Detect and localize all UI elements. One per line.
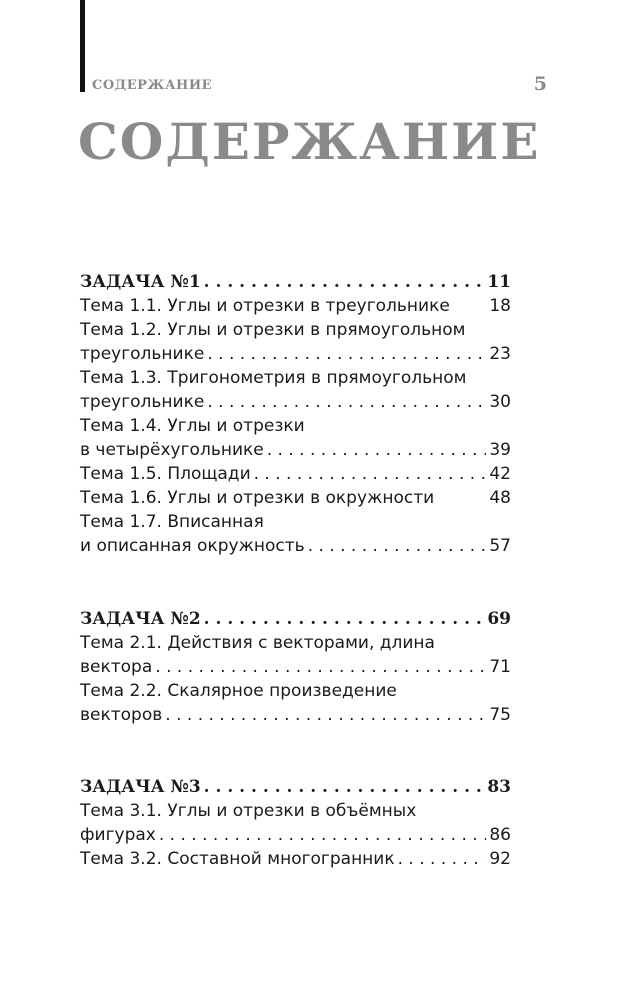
margin-bar [80, 0, 85, 92]
entry-text: Тема 1.1. Углы и отрезки в треугольнике [80, 296, 450, 316]
entry-text: Тема 3.1. Углы и отрезки в объёмных [80, 801, 417, 821]
entry-text: в четырёхугольнике [80, 440, 264, 460]
entry-text: Тема 1.5. Площади [80, 464, 251, 484]
toc-entry[interactable] [80, 390, 511, 414]
toc-task-row[interactable] [80, 270, 511, 294]
task-label: ЗАДАЧА №1 [80, 272, 201, 292]
toc-entry[interactable] [80, 318, 511, 342]
entry-text: треугольнике [80, 344, 205, 364]
toc-entry[interactable] [80, 534, 511, 558]
entry-text: Тема 2.2. Скалярное произведение [80, 681, 397, 701]
toc-entry[interactable] [80, 366, 511, 390]
entry-page: 42 [489, 464, 511, 484]
entry-page: 39 [489, 440, 511, 460]
entry-page: 30 [489, 392, 511, 412]
toc-entry[interactable] [80, 823, 511, 847]
dot-leader [267, 438, 487, 462]
entry-text: Тема 1.7. Вписанная [80, 512, 264, 532]
toc-entry[interactable] [80, 847, 511, 871]
dot-leader [207, 390, 486, 414]
toc-entry[interactable] [80, 342, 511, 366]
entry-page: 48 [489, 488, 511, 508]
entry-text: Тема 1.6. Углы и отрезки в окружности [80, 488, 435, 508]
entry-page: 86 [489, 825, 511, 845]
toc-task-row[interactable] [80, 607, 511, 631]
toc-task-row[interactable] [80, 775, 511, 799]
toc-entry[interactable] [80, 462, 511, 486]
dot-leader [398, 847, 487, 871]
dot-leader [207, 342, 486, 366]
task-page: 83 [487, 777, 511, 797]
toc-section-2 [80, 607, 511, 727]
running-head: СОДЕРЖАНИЕ [92, 78, 213, 93]
entry-page: 18 [489, 296, 511, 316]
dot-leader [155, 655, 486, 679]
toc-entry[interactable] [80, 679, 511, 703]
dot-leader [204, 270, 485, 294]
entry-text: Тема 3.2. Составной многогранник [80, 849, 395, 869]
entry-text: Тема 1.2. Углы и отрезки в прямоугольном [80, 320, 466, 340]
entry-text: Тема 2.1. Действия с векторами, длина [80, 633, 435, 653]
entry-text: Тема 1.3. Тригонометрия в прямоугольном [80, 368, 467, 388]
page-title: СОДЕРЖАНИЕ [78, 112, 541, 171]
toc-entry[interactable] [80, 799, 511, 823]
entry-text: треугольнике [80, 392, 205, 412]
entry-page: 57 [489, 536, 511, 556]
toc-entry[interactable] [80, 655, 511, 679]
task-page: 69 [487, 609, 511, 629]
page-number: 5 [533, 73, 547, 95]
entry-text: векторов [80, 705, 163, 725]
toc-section-3 [80, 775, 511, 871]
toc-entry[interactable] [80, 414, 511, 438]
entry-text: фигурах [80, 825, 156, 845]
toc-entry[interactable] [80, 486, 511, 510]
entry-text: и описанная окружность [80, 536, 305, 556]
entry-page: 71 [489, 657, 511, 677]
toc-entry[interactable] [80, 294, 511, 318]
toc-entry[interactable] [80, 510, 511, 534]
dot-leader [204, 775, 485, 799]
toc-section-1 [80, 270, 511, 558]
toc-entry[interactable] [80, 438, 511, 462]
entry-page: 92 [489, 849, 511, 869]
dot-leader [159, 823, 487, 847]
dot-leader [165, 703, 486, 727]
toc-entry[interactable] [80, 631, 511, 655]
dot-leader [204, 607, 485, 631]
toc-entry[interactable] [80, 703, 511, 727]
task-label: ЗАДАЧА №3 [80, 777, 201, 797]
entry-text: Тема 1.4. Углы и отрезки [80, 416, 305, 436]
task-page: 11 [487, 272, 511, 292]
task-label: ЗАДАЧА №2 [80, 609, 201, 629]
dot-leader [254, 462, 487, 486]
dot-leader [308, 534, 487, 558]
entry-page: 23 [489, 344, 511, 364]
entry-text: вектора [80, 657, 153, 677]
entry-page: 75 [489, 705, 511, 725]
